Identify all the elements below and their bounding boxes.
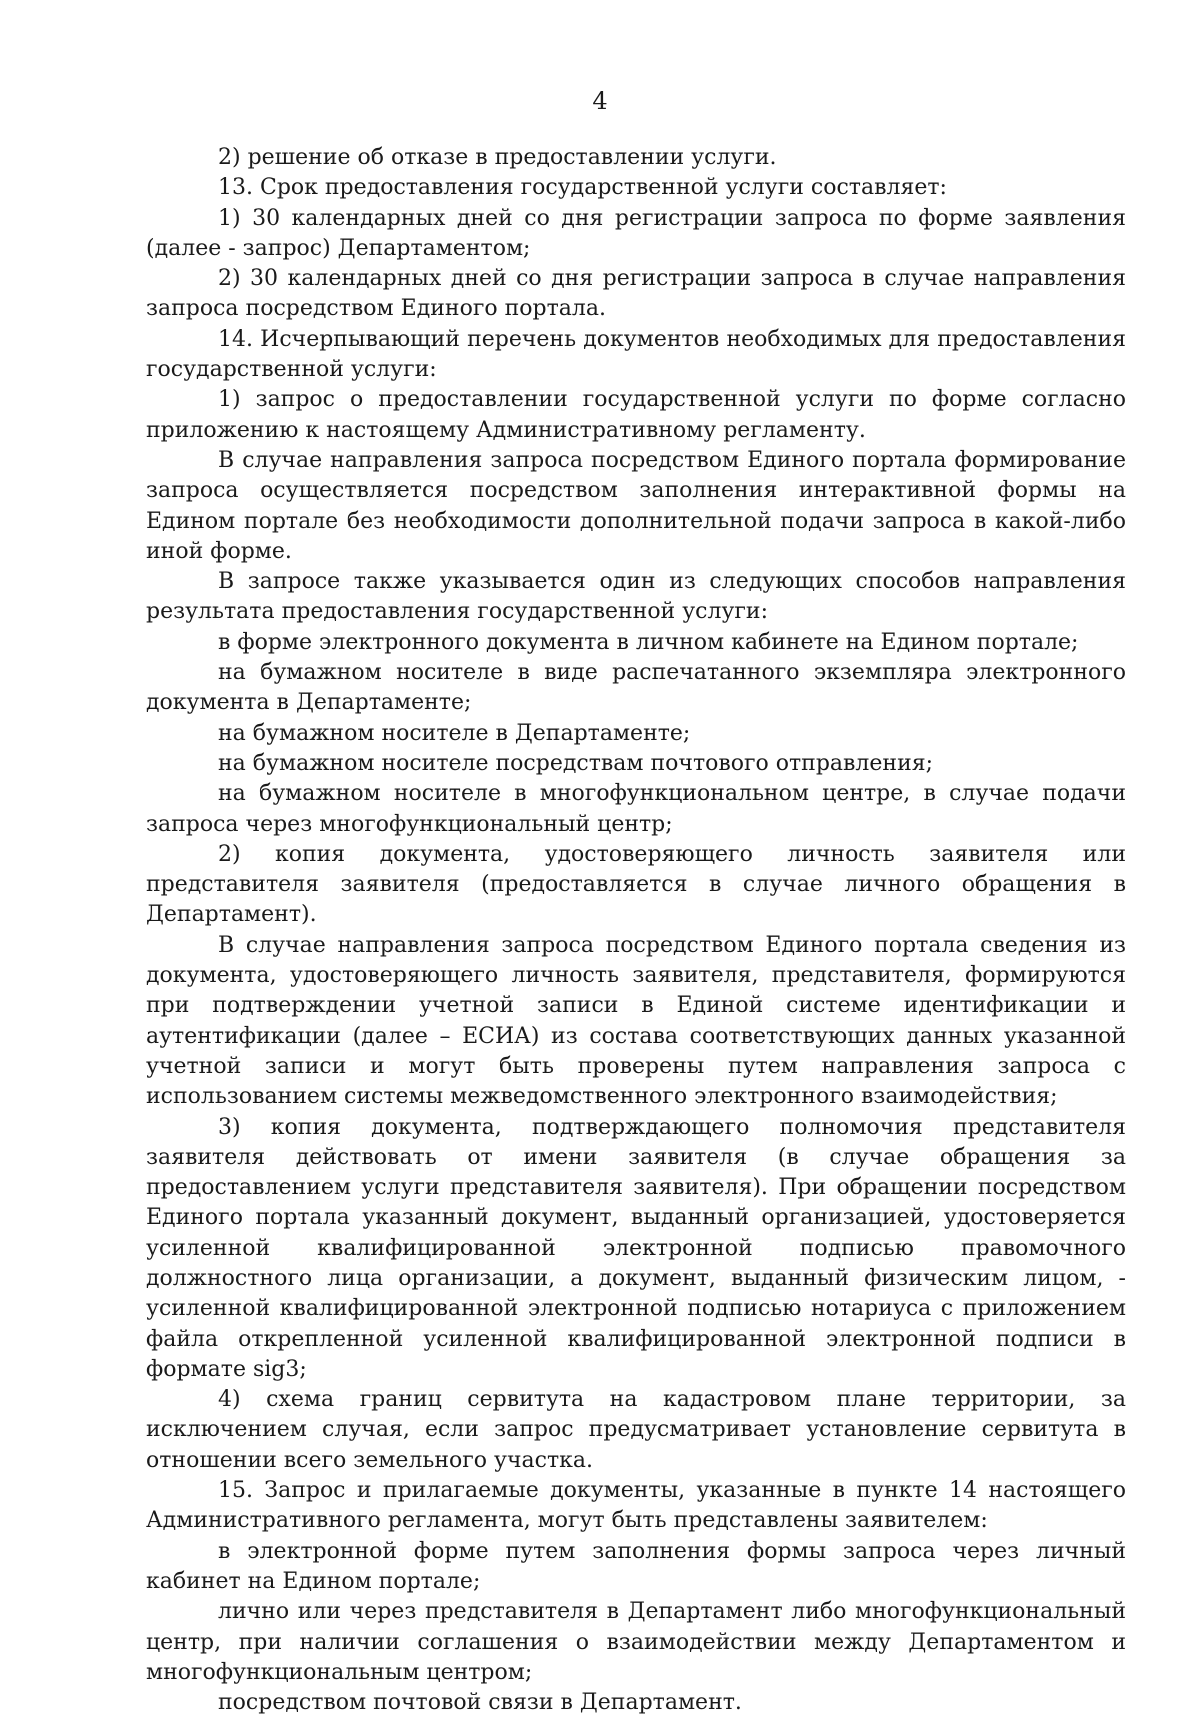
paragraph: 13. Срок предоставления государственной услуги составляет: <box>218 175 947 201</box>
paragraph: на бумажном носителе в Департаменте; <box>218 720 691 746</box>
paragraph: 1) запрос о предоставлении государственной услуги по форме согласно приложению к настоящему Административному регламенту. <box>146 387 1126 443</box>
paragraph: 1) 30 календарных дней со дня регистрации запроса по форме заявления (далее - запрос) Департаментом; <box>146 205 1126 261</box>
paragraph: посредством почтовой связи в Департамент. <box>218 1690 742 1716</box>
paragraph: В случае направления запроса посредством Единого портала формирование запроса осуществляется посредством заполнения интерактивной формы на Едином портале без необходимости дополнительной подачи запроса в какой-либо иной форме. <box>146 447 1126 564</box>
paragraph: 15. Запрос и прилагаемые документы, указанные в пункте 14 настоящего Административного регламента, могут быть представлены заявителем: <box>146 1478 1126 1534</box>
paragraph: 2) решение об отказе в предоставлении услуги. <box>218 145 777 170</box>
paragraph: в электронной форме путем заполнения формы запроса через личный кабинет на Едином портале; <box>146 1538 1126 1594</box>
paragraph: лично или через представителя в Департамент либо многофункциональный центр, при наличии соглашения о взаимодействии между Департаментом и многофункциональным центром; <box>146 1599 1126 1685</box>
paragraph: 3) копия документа, подтверждающего полномочия представителя заявителя действовать от имени заявителя (в случае обращения за предоставлением услуги представителя заявителя). При обращении посредством Единого портала указанный документ, выданный организацией, удостоверяется усиленной квалифицированной электронной подписью правомочного должностного лица организации, а документ, выданный физическим лицом, - усиленной квалифицированной электронной подписью нотариуса с приложением файла открепленной усиленной квалифицированной электронной подписи в формате sig3; <box>146 1114 1126 1382</box>
paragraph: В случае направления запроса посредством Единого портала сведения из документа, удостоверяющего личность заявителя, представителя, формируются при подтверждении учетной записи в Единой системе идентификации и аутентификации (далее – ЕСИА) из состава соответствующих данных указанной учетной записи и могут быть проверены путем направления запроса с использованием системы межведомственного электронного взаимодействия; <box>146 932 1126 1110</box>
paragraph: В запросе также указывается один из следующих способов направления результата предоставления государственной услуги: <box>146 569 1126 625</box>
paragraph: 4) схема границ сервитута на кадастровом плане территории, за исключением случая, если запрос предусматривает установление сервитута в отношении всего земельного участка. <box>146 1387 1126 1473</box>
paragraph: в форме электронного документа в личном кабинете на Едином портале; <box>218 629 1079 655</box>
paragraph: 14. Исчерпывающий перечень документов необходимых для предоставления государственной услуги: <box>146 326 1126 383</box>
paragraph: на бумажном носителе в многофункциональном центре, в случае подачи запроса через многофункциональный центр; <box>146 781 1126 837</box>
document-body <box>146 143 1126 1718</box>
paragraph: на бумажном носителе в виде распечатанного экземпляра электронного документа в Департаменте; <box>146 660 1126 716</box>
paragraph: на бумажном носителе посредствам почтового отправления; <box>218 750 934 776</box>
paragraph: 2) 30 календарных дней со дня регистрации запроса в случае направления запроса посредством Единого портала. <box>146 266 1126 322</box>
paragraph: 2) копия документа, удостоверяющего личность заявителя или представителя заявителя (предоставляется в случае личного обращения в Департамент). <box>146 841 1126 928</box>
page-number: 4 <box>592 87 608 115</box>
